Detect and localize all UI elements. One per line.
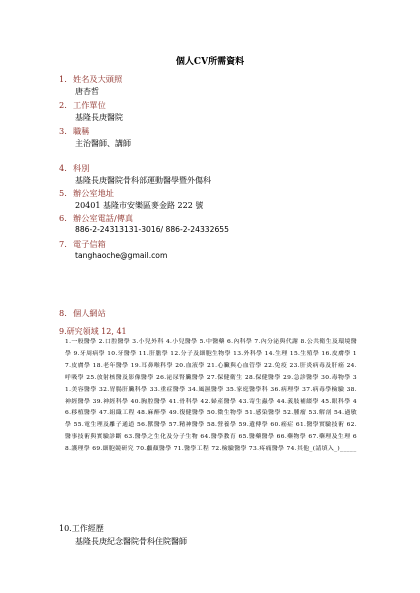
section-label: 個人網站 xyxy=(73,308,106,318)
phone-fax-value: 886-2-24313131-3016/ 886-2-24332655 xyxy=(75,225,229,234)
email-value: tanghaoche@gmail.com xyxy=(75,251,168,260)
section-name-label xyxy=(59,74,122,85)
section-website-label xyxy=(59,308,106,319)
section-number: 3. xyxy=(59,126,67,136)
section-label: 電子信箱 xyxy=(73,239,106,249)
section-label: 職稱 xyxy=(73,126,90,136)
section-title-label xyxy=(59,126,89,137)
section-number: 8. xyxy=(59,308,67,318)
section-department-label xyxy=(59,163,89,174)
section-phone-label xyxy=(59,213,133,224)
workplace-value: 基隆長庚醫院 xyxy=(75,113,123,122)
section-workplace-label xyxy=(59,100,106,111)
research-areas-heading: 9.研究領域 12, 41 xyxy=(59,327,127,336)
name-value: 唐杏哲 xyxy=(75,87,99,96)
job-title-value: 主治醫師、講師 xyxy=(75,139,131,148)
section-number: 2. xyxy=(59,100,67,110)
section-number: 7. xyxy=(59,239,67,249)
page-title: 個人CV所需資料 xyxy=(175,57,245,67)
section-label: 姓名及大頭照 xyxy=(73,74,123,84)
research-areas-list: 1.一般醫學 2.口腔醫學 3.小兒外科 4.小兒醫學 5.中醫藥 6.內科學 7.內分泌與代謝 8.公共衛生及環境醫學 9.牙周病學 10.牙醫學 11.肝膽學 12.分子及細胞生物學 13.外科學 14.生理 15.生殖學 16.皮膚學 17.皮膚學 18.老年醫學 19.耳鼻喉科學 20.血液學 21.心臟與心血管學 22.免疫 23.肝炎病毒及肝癌 24.呼吸學 25.放射核醫及影像醫學 26.泌尿腎臟醫學 27.保健衛生 28.保健醫學 29.急診醫學 30.毒物學 31.美容醫學 32.胃腸肝臟科學 33.重症醫學 34.風濕醫學 35.家庭醫學科 36.病理學 37.病毒學檢驗 38.神經醫學 39.神經科學 40.胸腔醫學 41.骨科學 42.婦產醫學 43.寄生蟲學 44.義肢補綴學 45.眼科學 46.移植醫學 47.組織工程 48.麻醉學 49.復健醫學 50.微生物學 51.感染醫學 52.腫瘤 53.解剖 54.過敏學 55.電生理及離子通道 56.獸醫學 57.精神醫學 58.營養學 59.遺傳學 60.癌症 61.醫學實驗技術 62.醫事技術與實驗診斷 63.醫學之生化及分子生物 64.醫學教育 65.醫藥醫學 66.藥物學 67.藥理及生理 68.護理學 69.細胞競研究 70.顱顏醫學 71.醫學工程 72.檢驗醫學 73.疼痛醫學 74.其他_(請填入_)_____ xyxy=(65,339,357,453)
section-label: 辦公室電話/傳真 xyxy=(73,213,134,223)
work-experience-heading: 10.工作經歷 xyxy=(59,524,104,533)
section-number: 6. xyxy=(59,213,67,223)
work-experience-value: 基隆長庚紀念醫院骨科住院醫師 xyxy=(75,537,187,546)
section-label: 辦公室地址 xyxy=(73,188,114,198)
section-number: 5. xyxy=(59,188,67,198)
section-address-label xyxy=(59,188,114,199)
section-email-label xyxy=(59,239,106,250)
section-label: 工作單位 xyxy=(73,100,106,110)
department-value: 基隆長庚醫院骨科部運動醫學暨外傷科 xyxy=(75,176,211,185)
section-number: 1. xyxy=(59,74,67,84)
address-value: 20401 基隆市安樂區麥金路 222 號 xyxy=(75,201,204,210)
section-label: 科別 xyxy=(73,163,90,173)
section-number: 4. xyxy=(59,163,67,173)
